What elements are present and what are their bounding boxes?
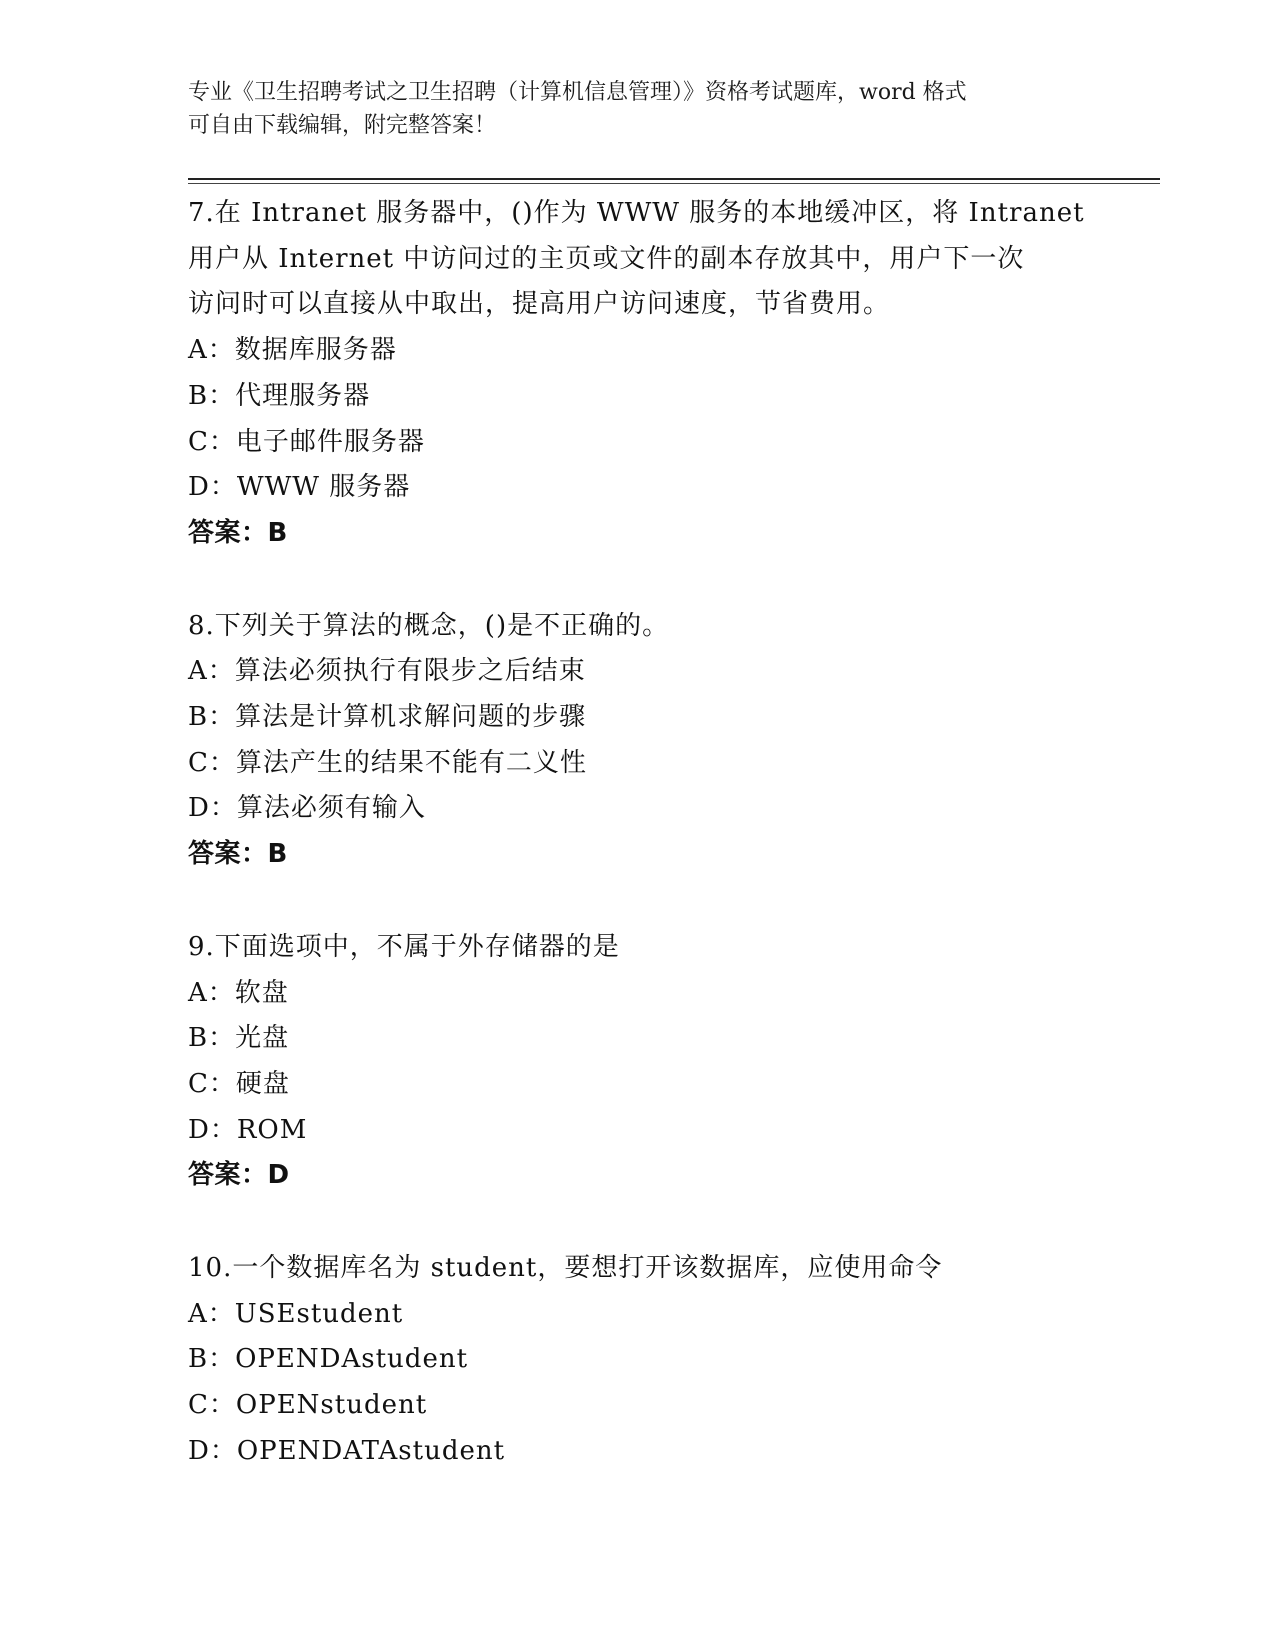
option-d: D：ROM xyxy=(188,1114,308,1145)
option-a: A：软盘 xyxy=(188,977,289,1008)
question-text-line: 8.下列关于算法的概念，()是不正确的。 xyxy=(188,610,670,641)
header-line-1: 专业《卫生招聘考试之卫生招聘（计算机信息管理）》资格考试题库，word 格式 xyxy=(188,80,967,105)
question-text-line: 9.下面选项中，不属于外存储器的是 xyxy=(188,931,620,962)
option-c: C：算法产生的结果不能有二义性 xyxy=(188,747,587,778)
option-a: A：数据库服务器 xyxy=(188,335,397,366)
answer-line: 答案：B xyxy=(188,839,288,870)
question-text-line: 10.一个数据库名为 student，要想打开该数据库，应使用命令 xyxy=(188,1253,943,1284)
question-text-line: 用户从 Internet 中访问过的主页或文件的副本存放其中，用户下一次 xyxy=(188,243,1025,274)
document-header xyxy=(188,76,1088,142)
answer-line: 答案：D xyxy=(188,1160,290,1191)
option-b: B：代理服务器 xyxy=(188,380,371,411)
question-10 xyxy=(188,1246,1148,1475)
option-c: C：电子邮件服务器 xyxy=(188,426,425,457)
question-8 xyxy=(188,604,1148,878)
option-b: B：OPENDAstudent xyxy=(188,1344,469,1375)
question-9 xyxy=(188,925,1148,1199)
header-divider-thick xyxy=(188,178,1160,180)
question-text-line: 7.在 Intranet 服务器中，()作为 WWW 服务的本地缓冲区，将 Intranet xyxy=(188,198,1085,228)
option-a: A：算法必须执行有限步之后结束 xyxy=(188,656,586,687)
option-c: C：硬盘 xyxy=(188,1068,290,1099)
answer-line: 答案：B xyxy=(188,517,288,548)
header-line-2: 可自由下载编辑，附完整答案！ xyxy=(188,113,497,138)
option-b: B：光盘 xyxy=(188,1023,290,1054)
option-c: C：OPENstudent xyxy=(188,1390,428,1421)
header-divider-thin xyxy=(188,183,1160,184)
question-list xyxy=(188,191,1148,1522)
option-d: D：WWW 服务器 xyxy=(188,472,411,503)
option-b: B：算法是计算机求解问题的步骤 xyxy=(188,702,587,733)
option-d: D：OPENDATAstudent xyxy=(188,1435,506,1466)
option-a: A：USEstudent xyxy=(188,1298,404,1329)
question-7 xyxy=(188,191,1148,557)
question-text-line: 访问时可以直接从中取出，提高用户访问速度，节省费用。 xyxy=(188,289,891,320)
option-d: D：算法必须有输入 xyxy=(188,793,426,824)
